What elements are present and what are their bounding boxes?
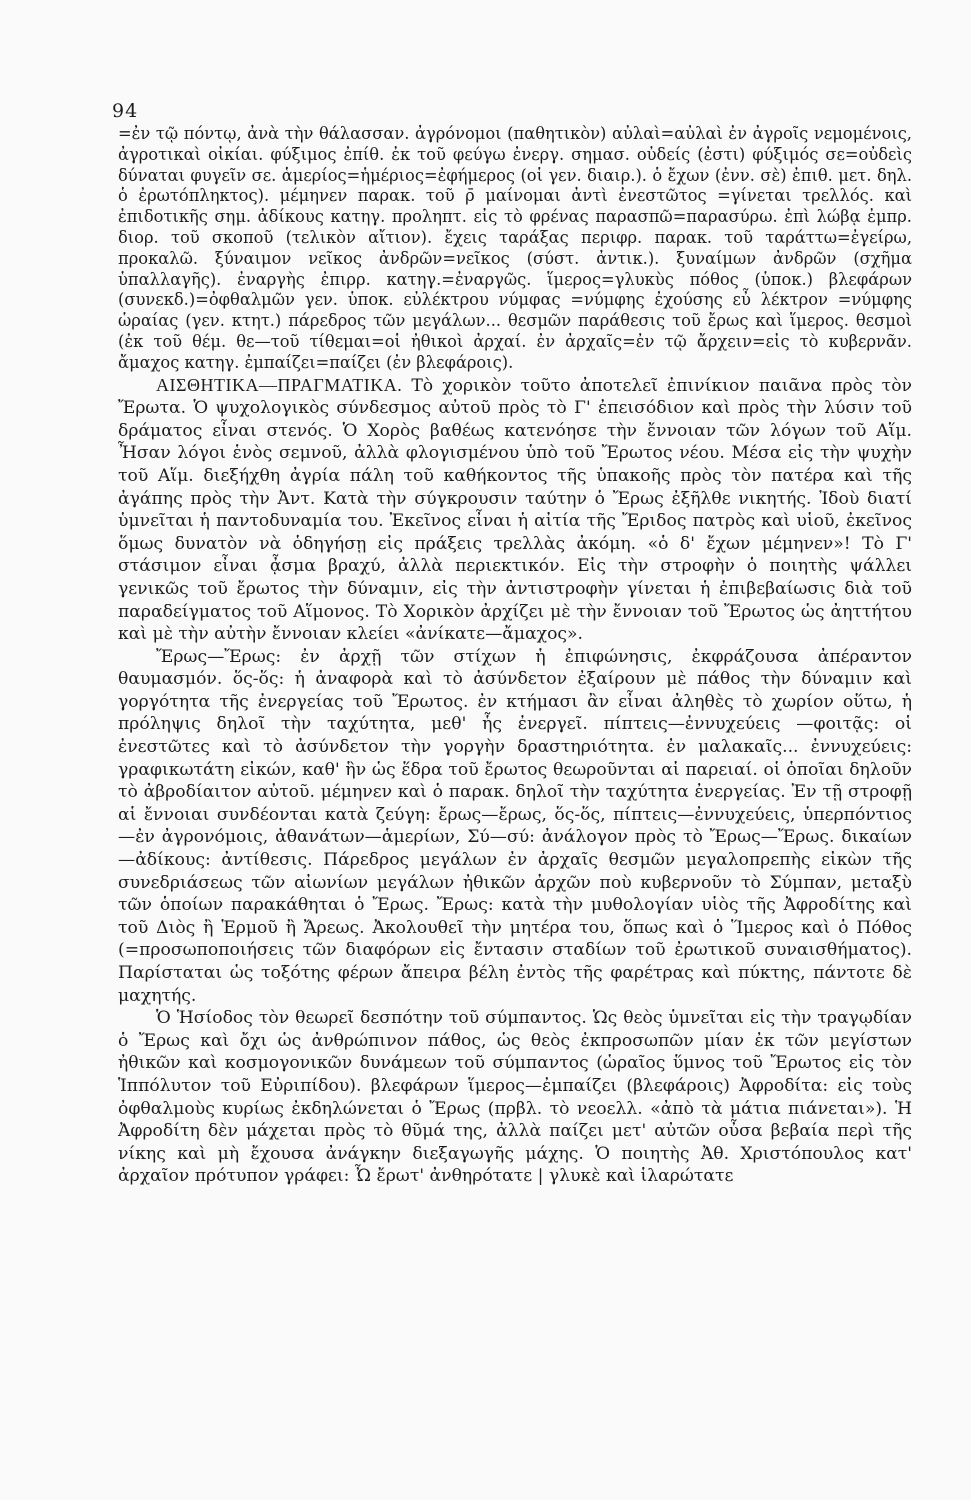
- notes-paragraph: =ἐν τῷ πόντῳ, ἀνὰ τὴν θάλασσαν. ἀγρόνομοι (παθητικὸν) αὐλαὶ=αὐλαὶ ἐν ἀγροῖς νεμομένοις, ἀγροτικαὶ οἰκίαι. φύξιμος ἐπίθ. ἐκ τοῦ φεύγω ἐνεργ. σημασ. οὐδείς (ἐστι) φύξιμός σε=οὐδεὶς δύναται φυγεῖν σε. ἁμερίος=ἡμέριος=ἐφήμερος (οἱ γεν. διαιρ.). ὁ ἔχων (ἐνν. σὲ) ἐπιθ. μετ. δηλ. ὁ ἐρωτόπληκτος). μέμηνεν παρακ. τοῦ ρ̄ μαίνομαι ἀντὶ ἐνεστῶτος =γίνεται τρελλός. καὶ ἐπιδοτικῆς σημ. ἀδίκους κατηγ. προληπτ. εἰς τὸ φρένας παρασπῶ=παρασύρω. ἐπὶ λώβᾳ ἐμπρ. διορ. τοῦ σκοποῦ (τελικὸν αἴτιον). ἔχεις ταράξας περιφρ. παρακ. τοῦ ταράττω=ἐγείρω, προκαλῶ. ξύναιμον νεῖκος ἀνδρῶν=νεῖκος (σύστ. ἀντικ.). ξυναίμων ἀνδρῶν (σχῆμα ὑπαλλαγῆς). ἐναργὴς ἐπιρρ. κατηγ.=ἐναργῶς. ἵμερος=γλυκὺς πόθος (ὑποκ.) βλεφάρων (συνεκδ.)=ὀφθαλμῶν γεν. ὑποκ. εὐλέκτρου νύμφας =νύμφης ἐχούσης εὖ λέκτρον =νύμφης ὡραίας (γεν. κτητ.) πάρεδρος τῶν μεγάλων... θεσμῶν παράθεσις τοῦ ἔρως καὶ ἵμερος. θεσμοὶ (ἐκ τοῦ θέμ. θε—τοῦ τίθεμαι=οἱ ἠθικοὶ ἀρχαί. ἐν ἀρχαῖς=ἐν τῷ ἄρχειν=εἰς τὸ κυβερνᾶν. ἄμαχος κατηγ. ἐμπαίζει=παίζει (ἐν βλεφάροις).: [118, 124, 912, 372]
- section-paragraph: [118, 374, 912, 646]
- notes-block: [118, 124, 912, 374]
- section-heading: ΑΙΣΘΗΤΙΚΑ—ΠΡΑΓΜΑΤΙΚΑ.: [156, 374, 403, 395]
- commentary-block: [118, 374, 912, 1188]
- page-number: 94: [112, 100, 139, 122]
- commentary-paragraph: Ἔρως—Ἔρως: ἐν ἀρχῇ τῶν στίχων ἡ ἐπιφώνησις, ἐκφράζουσα ἀπέραντον θαυμασμόν. ὅς-ὅς: ἡ ἀναφορὰ καὶ τὸ ἀσύνδετον ἐξαίρουν μὲ πάθος τὴν δύναμιν καὶ γοργότητα τῆς ἐνεργείας τοῦ Ἔρωτος. ἐν κτήμασι ἂν εἶναι ἀληθὲς τὸ χωρίον οὕτω, ἡ πρόληψις δηλοῖ τὴν ταχύτητα, μεθ' ἧς ἐνεργεῖ. πίπτεις—ἐννυχεύεις —φοιτᾷς: οἱ ἐνεστῶτες καὶ τὸ ἀσύνδετον τὴν γοργὴν δραστηριότητα. ἐν μαλακαῖς... ἐννυχεύεις: γραφικωτάτη εἰκών, καθ' ἣν ὡς ἕδρα τοῦ ἔρωτος θεωροῦνται αἱ παρειαί. οἱ ὁποῖαι δηλοῦν τὸ ἀβροδίαιτον αὐτοῦ. μέμηνεν καὶ ὁ παρακ. δηλοῖ τὴν ταχύτητα ἐνεργείας. Ἐν τῇ στροφῇ αἱ ἔννοιαι συνδέονται κατὰ ζεύγη: ἔρως—ἔρως, ὅς-ὅς, πίπτεις—ἐννυχεύεις, ὑπερπόντιος—ἐν ἀγρονόμοις, ἀθανάτων—ἁμερίων, Σύ—σύ: ἀνάλογον πρὸς τὸ Ἔρως—Ἔρως. δικαίων—ἀδίκους: ἀντίθεσις. Πάρεδρος μεγάλων ἐν ἀρχαῖς θεσμῶν μεγαλοπρεπὴς εἰκὼν τῆς συνεδριάσεως τῶν αἰωνίων μεγάλων ἠθικῶν ἀρχῶν ποὺ κυβερνοῦν τὸ Σύμπαν, μεταξὺ τῶν ὁποίων παρακάθηται ὁ Ἔρως. Ἔρως: κατὰ τὴν μυθολογίαν υἱὸς τῆς Ἀφροδίτης καὶ τοῦ Διὸς ἢ Ἑρμοῦ ἢ Ἄρεως. Ἀκολουθεῖ τὴν μητέρα του, ὅπως καὶ ὁ Ἵμερος καὶ ὁ Πόθος (=προσωποποιήσεις τῶν διαφόρων εἰς ἔντασιν σταδίων τοῦ ἐρωτικοῦ συναισθήματος). Παρίσταται ὡς τοξότης φέρων ἄπειρα βέλη ἐντὸς τῆς φαρέτρας καὶ πύκτης, πάντοτε δὲ μαχητής.: [118, 646, 912, 1006]
- page-body: [118, 124, 912, 1188]
- section-intro: Τὸ χορικὸν τοῦτο ἀποτελεῖ ἐπινίκιον παιᾶνα πρὸς τὸν Ἔρωτα. Ὁ ψυχολογικὸς σύνδεσμος αὐτοῦ πρὸς τὸ Γ' ἐπεισόδιον καὶ πρὸς τὴν λύσιν τοῦ δράματος εἶναι στενός. Ὁ Χορὸς βαθέως κατενόησε τὴν ἔννοιαν τῶν λόγων τοῦ Αἵμ. Ἦσαν λόγοι ἑνὸς σεμνοῦ, ἀλλὰ φλογισμένου ὑπὸ τοῦ Ἔρωτος νέου. Μέσα εἰς τὴν ψυχὴν τοῦ Αἵμ. διεξήχθη ἀγρία πάλη τοῦ καθήκοντος τῆς ὑπακοῆς πρὸς τὸν πατέρα καὶ τῆς ἀγάπης πρὸς τὴν Ἀντ. Κατὰ τὴν σύγκρουσιν ταύτην ὁ Ἔρως ἐξῆλθε νικητής. Ἰδοὺ διατί ὑμνεῖται ἡ παντοδυναμία του. Ἐκεῖνος εἶναι ἡ αἰτία τῆς Ἔριδος πατρὸς καὶ υἱοῦ, ἐκεῖνος ὅμως δυνατὸν νὰ ὁδηγήσῃ εἰς πράξεις τρελλὰς ἀκόμη. «ὁ δ' ἔχων μέμηνεν»! Τὸ Γ' στάσιμον εἶναι ᾆσμα βραχύ, ἀλλὰ περιεκτικόν. Εἰς τὴν στροφὴν ὁ ποιητὴς ψάλλει γενικῶς τοῦ ἔρωτος τὴν δύναμιν, εἰς τὴν ἀντιστροφὴν γίνεται ἡ ἐπιβεβαίωσις διὰ τοῦ παραδείγματος τοῦ Αἵμονος. Τὸ Χορικὸν ἀρχίζει μὲ τὴν ἔννοιαν τοῦ Ἔρωτος ὡς ἀηττήτου καὶ μὲ τὴν αὐτὴν ἔννοιαν κλείει «ἀνίκατε—ἄμαχος».: [118, 375, 912, 645]
- commentary-paragraph: Ὁ Ἡσίοδος τὸν θεωρεῖ δεσπότην τοῦ σύμπαντος. Ὡς θεὸς ὑμνεῖται εἰς τὴν τραγῳδίαν ὁ Ἔρως καὶ ὄχι ὡς ἀνθρώπινον πάθος, ὡς θεὸς ἐκπροσωπῶν μίαν ἐκ τῶν μεγίστων ἠθικῶν καὶ κοσμογονικῶν δυνάμεων τοῦ σύμπαντος (ὡραῖος ὕμνος τοῦ Ἔρωτος εἰς τὸν Ἱππόλυτον τοῦ Εὐριπίδου). βλεφάρων ἵμερος—ἐμπαίζει (βλεφάροις) Ἀφροδίτα: εἰς τοὺς ὀφθαλμοὺς κυρίως ἐκδηλώνεται ὁ Ἔρως (πρβλ. τὸ νεοελλ. «ἀπὸ τὰ μάτια πιάνεται»). Ἡ Ἀφροδίτη δὲν μάχεται πρὸς τὸ θῦμά της, ἀλλὰ παίζει μετ' αὐτῶν οὖσα βεβαία περὶ τῆς νίκης καὶ μὴ ἔχουσα ἀνάγκην διεξαγωγῆς μάχης. Ὁ ποιητὴς Ἀθ. Χριστόπουλος κατ' ἀρχαῖον πρότυπον γράφει: Ὦ ἔρωτ' ἀνθηρότατε | γλυκὲ καὶ ἱλαρώτατε: [118, 1008, 912, 1187]
